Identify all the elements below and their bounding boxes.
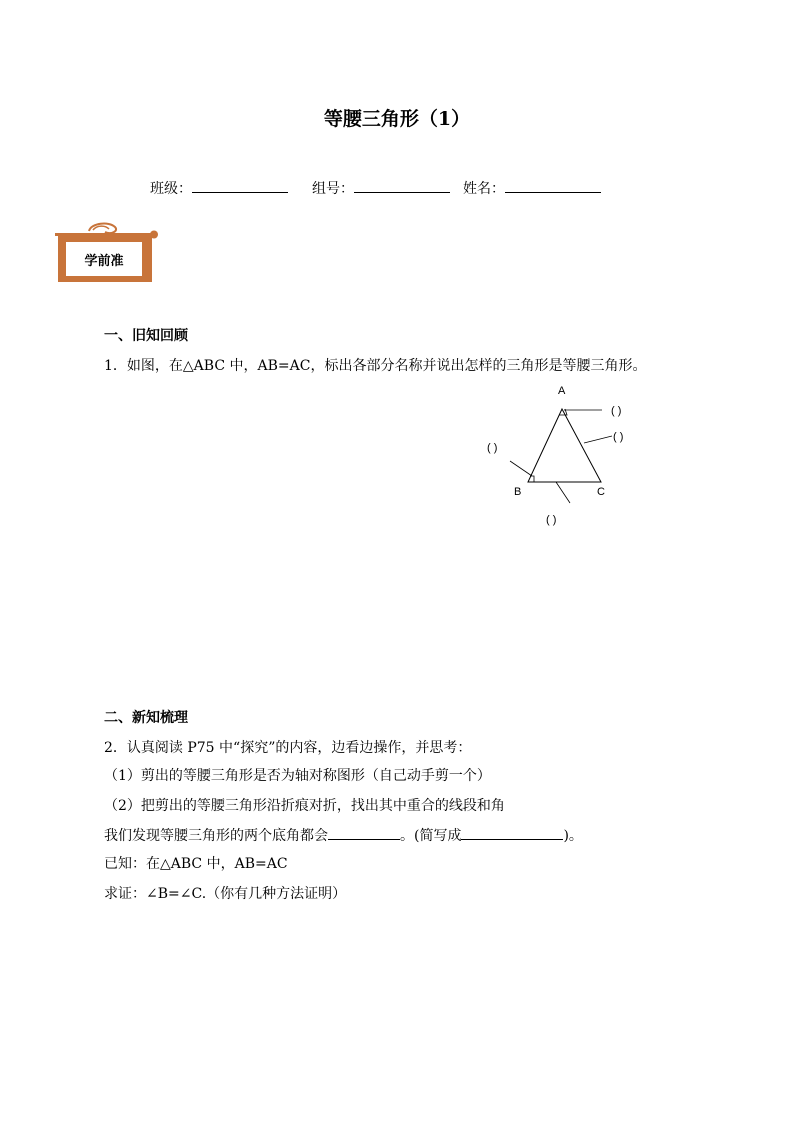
class-field [150,178,288,198]
triangle-figure [470,375,670,535]
question-1: 1．如图，在△ABC 中，AB=AC，标出各部分名称并说出怎样的三角形是等腰三角形。 [104,358,647,374]
name-blank[interactable] [505,178,601,193]
discovery-blank-2[interactable] [461,825,563,840]
vertex-b-label: B [514,486,522,498]
section-badge [53,221,161,287]
blank-side-ac: ( ) [613,431,624,443]
discovery-suffix: )。 [563,828,583,844]
name-label: 姓名： [463,181,505,197]
discovery-prefix: 我们发现等腰三角形的两个底角都会 [104,828,328,844]
given-line: 已知：在△ABC 中，AB=AC [104,856,288,872]
step-2: （2）把剪出的等腰三角形沿折痕对折，找出其中重合的线段和角 [104,798,505,814]
step-1: （1）剪出的等腰三角形是否为轴对称图形（自己动手剪一个） [104,768,491,784]
group-field [312,178,450,198]
vertex-a-label: A [558,385,566,397]
blank-angle-a: ( ) [611,405,622,417]
triangle-abc [528,409,601,482]
discovery-line [104,825,583,845]
pointer-side-bc [556,482,570,503]
name-field [463,178,601,198]
pointer-side-ac [584,436,612,443]
discovery-middle: 。(简写成 [400,828,462,844]
blank-angle-b: ( ) [487,442,498,454]
group-label: 组号： [312,181,354,197]
page-title: 等腰三角形（1） [323,108,471,130]
class-label: 班级： [150,181,192,197]
badge-label: 学前准 [66,242,142,276]
discovery-blank-1[interactable] [328,825,400,840]
group-blank[interactable] [354,178,450,193]
question-2: 2．认真阅读 P75 中“探究”的内容，边看边操作，并思考： [104,740,472,756]
blank-side-bc: ( ) [546,514,557,526]
pointer-angle-b [510,461,532,476]
section2-heading: 二、新知梳理 [104,710,188,726]
section1-heading: 一、旧知回顾 [104,328,188,344]
class-blank[interactable] [192,178,288,193]
prove-line: 求证：∠B=∠C.（你有几种方法证明） [104,886,347,902]
vertex-c-label: C [597,486,605,498]
